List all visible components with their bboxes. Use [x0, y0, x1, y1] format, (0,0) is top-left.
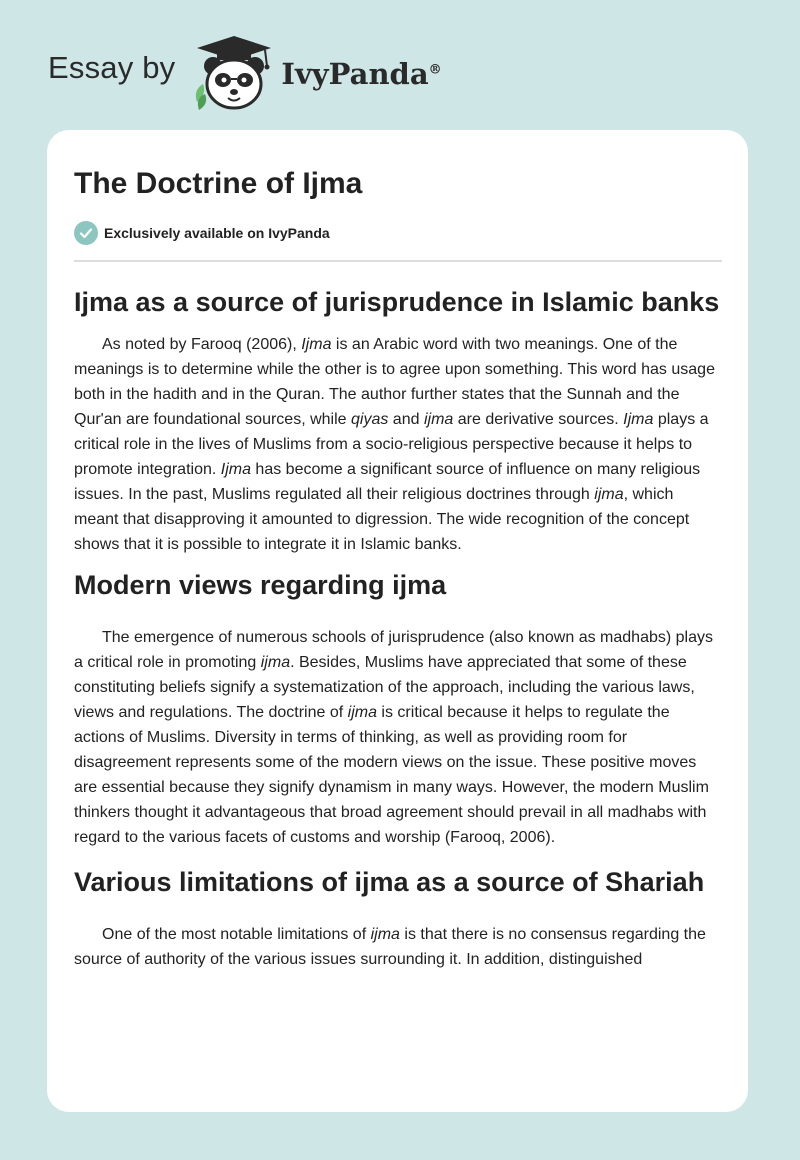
- divider: [74, 260, 722, 262]
- exclusive-label: Exclusively available on IvyPanda: [104, 225, 330, 241]
- paragraph-text: and: [388, 411, 424, 428]
- section-paragraph: [74, 332, 722, 557]
- italic-term: ijma: [423, 411, 454, 428]
- site-header: [48, 32, 442, 112]
- paragraph-text: are derivative sources.: [453, 411, 624, 428]
- paragraph-text: One of the most notable limitations of: [102, 926, 371, 943]
- italic-term: Ijma: [623, 411, 654, 428]
- section-heading: Modern views regarding ijma: [74, 570, 447, 600]
- paragraph-text: As noted by Farooq (2006),: [102, 336, 302, 353]
- paragraph-text: The emergence of numerous schools of jurisprudence (also known as madhabs) plays a critical role in promoting: [74, 629, 713, 671]
- paragraph-text: is that there is no consensus regarding the source of authority of the various issues surrounding it. In addition, distinguished: [74, 926, 706, 968]
- section-paragraph: [74, 625, 722, 850]
- section-heading: Various limitations of ijma as a source of Shariah: [74, 867, 705, 897]
- brand-prefix: Essay by: [48, 50, 176, 85]
- italic-term: qiyas: [351, 411, 389, 428]
- exclusive-badge: [74, 221, 722, 245]
- paragraph-text: is an Arabic word with two meanings. One of the meanings is to determine while the other is to agree upon something. This word has usage both in the hadith and in the Quran. The author further states that the Sunnah and the Qur'an are foundational sources, while: [74, 336, 715, 428]
- brand-name: IvyPanda®: [281, 57, 442, 91]
- paragraph-text: plays a critical role in the lives of Muslims from a socio-religious perspective because it helps to promote integration.: [74, 411, 709, 478]
- paragraph-text: is critical because it helps to regulate the actions of Muslims. Diversity in terms of thinking, as well as providing room for disagreement represents some of the modern views on the issue. These positive moves are essential because they signify dynamism in many ways. However, the modern Muslim thinkers thought it advantageous that broad agreement should prevail in all madhabs with regard to the various facets of customs and worship (Farooq, 2006).: [74, 704, 709, 846]
- italic-term: ijma: [370, 926, 400, 943]
- section-heading: Ijma as a source of jurisprudence in Islamic banks: [74, 287, 720, 317]
- essay-card: [47, 130, 748, 1112]
- check-icon: [74, 221, 98, 245]
- italic-term: Ijma: [220, 461, 251, 478]
- italic-term: ijma: [594, 486, 624, 503]
- page-title: The Doctrine of Ijma: [74, 167, 363, 200]
- registered-mark: ®: [428, 62, 442, 78]
- italic-term: Ijma: [301, 336, 332, 353]
- paragraph-text: . Besides, Muslims have appreciated that some of these constituting beliefs signify a systematization of the approach, including the various laws, views and regulations. The doctrine of: [74, 654, 695, 721]
- italic-term: ijma: [347, 704, 377, 721]
- section-paragraph: [74, 922, 722, 972]
- paragraph-text: , which meant that disapproving it amounted to digression. The wide recognition of the concept shows that it is possible to integrate it in Islamic banks.: [74, 486, 690, 553]
- panda-logo-icon[interactable]: [191, 32, 277, 112]
- paragraph-text: has become a significant source of influence on many religious issues. In the past, Muslims regulated all their religious doctrines through: [74, 461, 701, 503]
- italic-term: ijma: [260, 654, 291, 671]
